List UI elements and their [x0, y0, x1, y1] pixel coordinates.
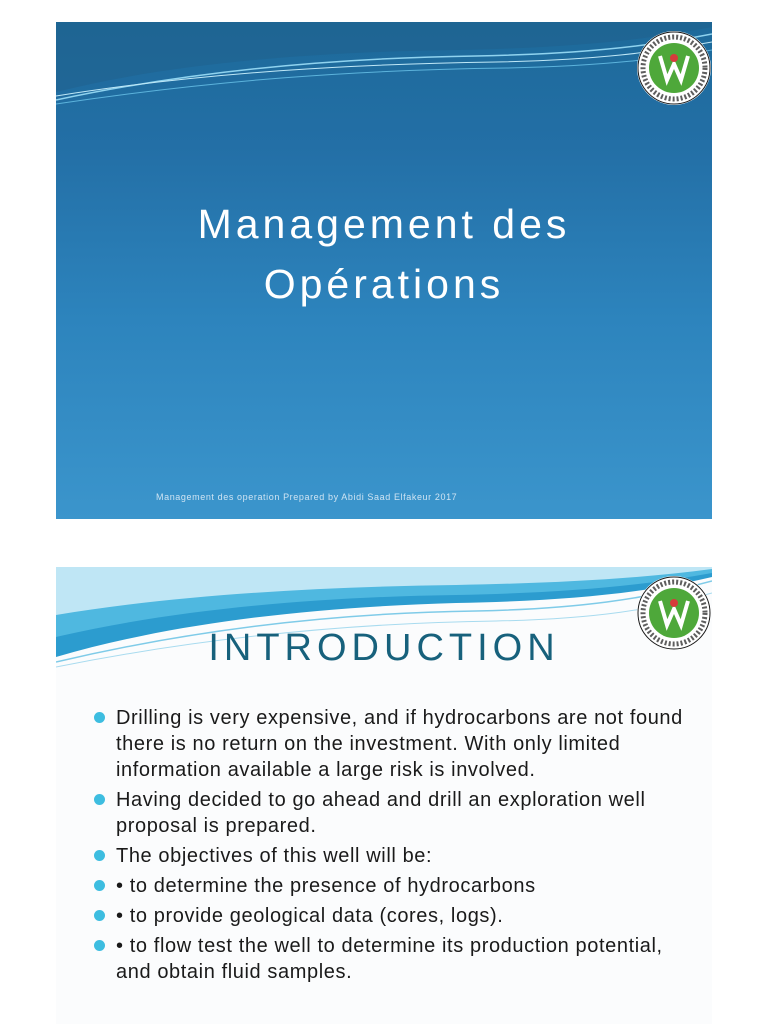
bullet-icon [94, 712, 105, 723]
bullet-text: • to provide geological data (cores, logs). [116, 905, 504, 927]
list-item [94, 787, 694, 839]
university-logo [634, 28, 712, 108]
title-line-2: Opérations [263, 261, 505, 307]
wave-decoration [56, 22, 712, 132]
bullet-text: The objectives of this well will be: [116, 845, 433, 867]
list-item [94, 843, 694, 869]
bullet-text: Drilling is very expensive, and if hydrocarbons are not found there is no return on the investment. With only limited information available a large risk is involved. [116, 707, 683, 781]
bullet-icon [94, 880, 105, 891]
list-item [94, 903, 694, 929]
list-item [94, 933, 694, 985]
slide-footer: Management des operation Prepared by Abidi Saad Elfakeur 2017 [156, 492, 458, 502]
slide-title [56, 194, 712, 314]
title-slide [56, 22, 712, 519]
bullet-text: • to flow test the well to determine its production potential, and obtain fluid samples. [116, 935, 663, 983]
list-item [94, 705, 694, 783]
bullet-text: Having decided to go ahead and drill an exploration well proposal is prepared. [116, 789, 646, 837]
title-line-1: Management des [197, 201, 571, 247]
bullet-list [94, 705, 694, 989]
slide-heading: INTRODUCTION [208, 627, 560, 669]
bullet-icon [94, 794, 105, 805]
bullet-text: • to determine the presence of hydrocarbons [116, 875, 536, 897]
bullet-icon [94, 850, 105, 861]
bullet-icon [94, 940, 105, 951]
bullet-icon [94, 910, 105, 921]
introduction-slide [56, 567, 712, 1024]
list-item [94, 873, 694, 899]
